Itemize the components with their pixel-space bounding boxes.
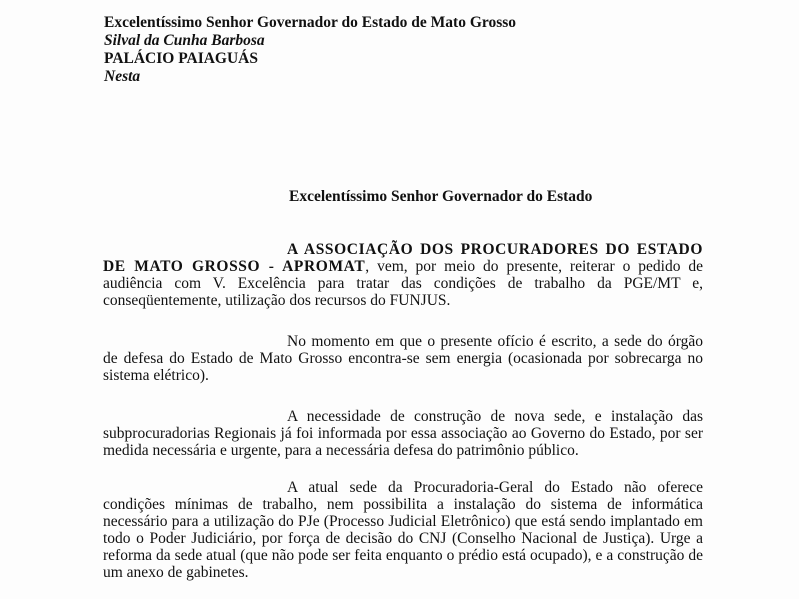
paragraph-1-text: , vem, por meio do presente, reiterar o pedido de audiência com V. Excelência para tratar das condições de trabalho da PGE/MT e, conseqüentemente, utilização dos recursos do FUNJUS. bbox=[103, 258, 704, 309]
organization-name: A ASSOCIAÇÃO DOS PROCURADORES DO ESTADO DE MATO GROSSO - APROMAT bbox=[103, 241, 703, 275]
salutation: Excelentíssimo Senhor Governador do Estado bbox=[289, 188, 593, 205]
paragraph-2: No momento em que o presente ofício é escrito, a sede do órgão de defesa do Estado de Mato Grosso encontra-se sem energia (ocasionada por sobrecarga no sistema elétrico). bbox=[103, 333, 703, 384]
recipient-note: Nesta bbox=[104, 68, 141, 85]
paragraph-4: A atual sede da Procuradoria-Geral do Estado não oferece condições mínimas de trabalho, nem possibilita a instalação do sistema de informática necessário para a utilização do PJe (Processo Judicial Eletrônico) que está sendo implantado em todo o Poder Judiciário, por força de decisão do CNJ (Conselho Nacional de Justiça). Urge a reforma da sede atual (que não pode ser feita enquanto o prédio está ocupado), e a construção de um anexo de gabinetes. bbox=[103, 479, 703, 581]
recipient-title: Excelentíssimo Senhor Governador do Estado de Mato Grosso bbox=[104, 14, 517, 31]
recipient-address-block bbox=[104, 14, 516, 86]
recipient-location: PALÁCIO PAIAGUÁS bbox=[104, 50, 259, 67]
paragraph-3: A necessidade de construção de nova sede, e instalação das subprocuradorias Regionais já foi informada por essa associação ao Governo do Estado, por ser medida necessária e urgente, para a necessária defesa do patrimônio público. bbox=[103, 408, 703, 459]
recipient-name: Silval da Cunha Barbosa bbox=[104, 32, 265, 49]
paragraph-1 bbox=[103, 241, 703, 309]
